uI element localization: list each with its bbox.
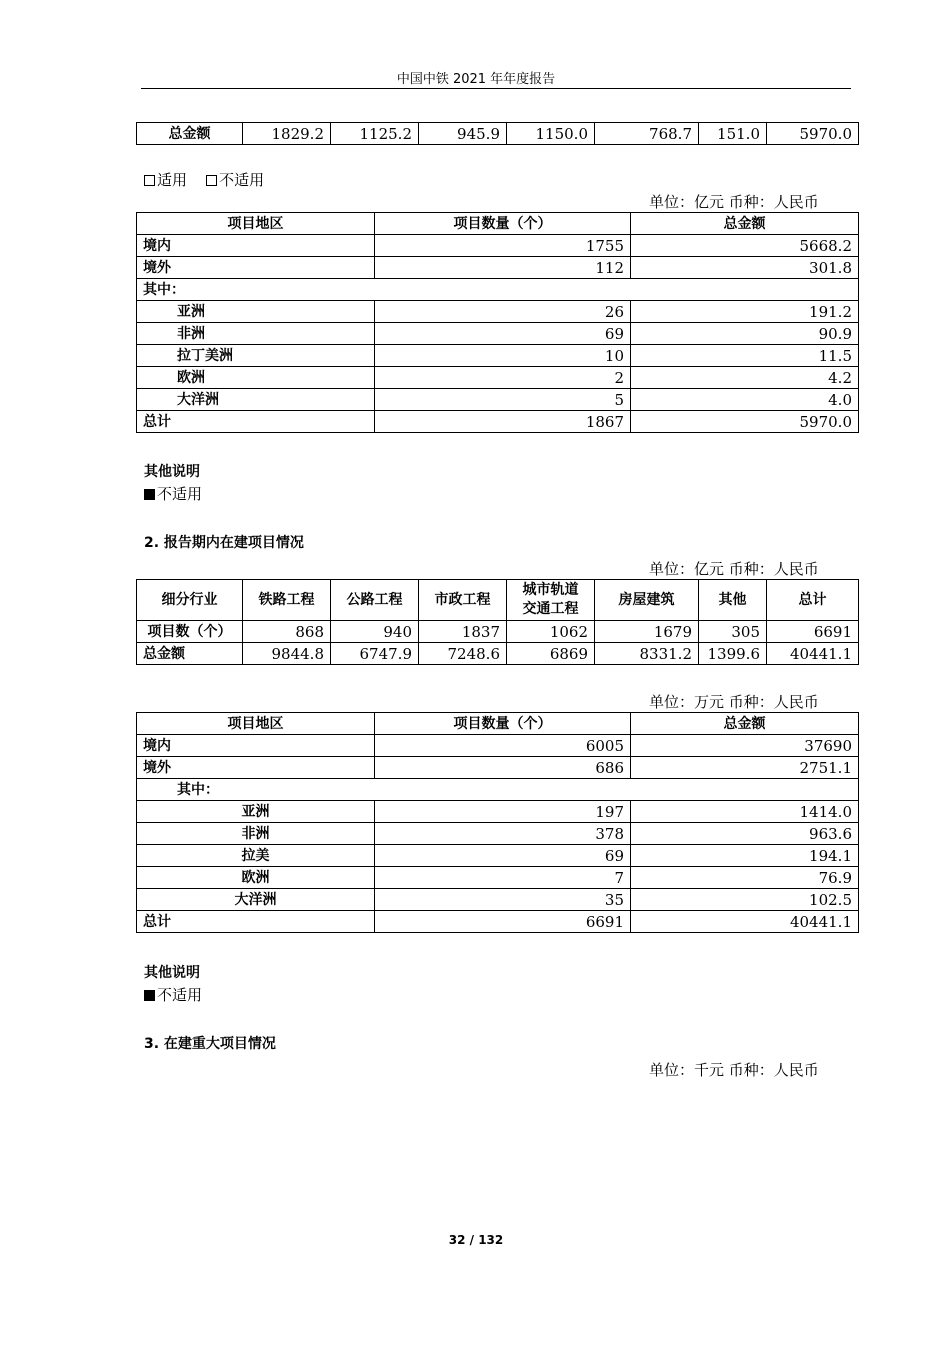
section3-unit: 单位：千元 币种：人民币 [649,1061,819,1079]
count-cell: 686 [375,757,631,779]
table-row [137,257,859,279]
table-total-row [137,911,859,933]
header-divider [141,88,851,89]
column-header: 铁路工程 [243,580,331,621]
value-cell: 5970.0 [767,123,859,145]
column-header: 总金额 [631,213,859,235]
table-row [137,345,859,367]
value-cell: 6747.9 [331,643,419,665]
region-cell: 境内 [137,735,375,757]
column-header: 项目地区 [137,213,375,235]
top-total-row-table [136,122,859,145]
value-cell: 9844.8 [243,643,331,665]
region-cell: 拉丁美洲 [137,345,375,367]
value-cell: 151.0 [699,123,767,145]
section2-unit: 单位：亿元 币种：人民币 [649,560,819,578]
region-cell: 欧洲 [137,367,375,389]
applicability-options [144,169,264,190]
count-cell: 7 [375,867,631,889]
value-cell: 1062 [507,621,595,643]
table-header-row [137,213,859,235]
amount-cell: 191.2 [631,301,859,323]
checked-box-icon [144,489,155,500]
value-cell: 768.7 [595,123,699,145]
region-cell: 欧洲 [137,867,375,889]
amount-cell: 90.9 [631,323,859,345]
value-cell: 945.9 [419,123,507,145]
note1-title: 其他说明 [144,464,200,480]
table-row [137,845,859,867]
count-cell: 1867 [375,411,631,433]
value-cell: 305 [699,621,767,643]
row-label: 总金额 [137,123,243,145]
subheader-cell: 其中： [137,279,859,301]
region-cell: 非洲 [137,323,375,345]
page-number: 32 / 132 [448,1233,504,1247]
table-header-row [137,580,859,621]
region-cell: 境外 [137,257,375,279]
amount-cell: 5668.2 [631,235,859,257]
count-cell: 6691 [375,911,631,933]
table1-region-summary [136,212,859,433]
section3-heading: 3. 在建重大项目情况 [144,1036,276,1052]
table-row [137,123,859,145]
count-cell: 26 [375,301,631,323]
region-cell: 拉美 [137,845,375,867]
report-header-title: 中国中铁 2021 年年度报告 [396,72,556,87]
count-cell: 5 [375,389,631,411]
note2-body [144,984,202,1005]
amount-cell: 102.5 [631,889,859,911]
header-line: 城市轨道 [522,582,579,598]
column-header: 市政工程 [419,580,507,621]
checked-box-icon [144,990,155,1001]
amount-cell: 963.6 [631,823,859,845]
note1-body [144,483,202,504]
option-applicable-label: 适用 [157,171,188,189]
amount-cell: 4.2 [631,367,859,389]
amount-cell: 1414.0 [631,801,859,823]
column-header: 房屋建筑 [595,580,699,621]
table-row [137,389,859,411]
checkbox-not-applicable[interactable] [206,175,217,186]
value-cell: 8331.2 [595,643,699,665]
region-cell: 境内 [137,235,375,257]
table-header-row [137,713,859,735]
option-not-applicable-label: 不适用 [219,171,265,189]
value-cell: 1829.2 [243,123,331,145]
note1-text: 不适用 [157,485,203,503]
value-cell: 6869 [507,643,595,665]
table-row [137,235,859,257]
region-cell: 亚洲 [137,801,375,823]
region-cell: 总计 [137,911,375,933]
amount-cell: 5970.0 [631,411,859,433]
amount-cell: 4.0 [631,389,859,411]
note2-text: 不适用 [157,986,203,1004]
amount-cell: 11.5 [631,345,859,367]
table-row [137,867,859,889]
subheader-cell: 其中： [137,779,859,801]
amount-cell: 2751.1 [631,757,859,779]
column-header: 总金额 [631,713,859,735]
column-header: 公路工程 [331,580,419,621]
value-cell: 1125.2 [331,123,419,145]
table-subheader-row [137,279,859,301]
table-row [137,367,859,389]
table-row [137,889,859,911]
table2-industry-breakdown [136,579,859,665]
value-cell: 40441.1 [767,643,859,665]
column-header: 项目数量（个） [375,713,631,735]
table-row [137,301,859,323]
amount-cell: 194.1 [631,845,859,867]
table-row [137,621,859,643]
amount-cell: 76.9 [631,867,859,889]
region-cell: 非洲 [137,823,375,845]
column-header-urban-rail [507,580,595,621]
header-line: 交通工程 [522,601,579,617]
table3-unit: 单位：万元 币种：人民币 [649,693,819,711]
table-row [137,757,859,779]
count-cell: 378 [375,823,631,845]
value-cell: 1837 [419,621,507,643]
column-header: 项目数量（个） [375,213,631,235]
note2-title: 其他说明 [144,965,200,981]
region-cell: 境外 [137,757,375,779]
count-cell: 6005 [375,735,631,757]
table-row [137,823,859,845]
value-cell: 1399.6 [699,643,767,665]
table-row [137,801,859,823]
table3-region-summary [136,712,859,933]
column-header: 项目地区 [137,713,375,735]
checkbox-applicable[interactable] [144,175,155,186]
row-label: 总金额 [137,643,243,665]
column-header: 其他 [699,580,767,621]
section2-heading: 2. 报告期内在建项目情况 [144,535,304,551]
amount-cell: 37690 [631,735,859,757]
value-cell: 7248.6 [419,643,507,665]
value-cell: 1150.0 [507,123,595,145]
region-cell: 总计 [137,411,375,433]
count-cell: 2 [375,367,631,389]
row-label: 项目数（个） [137,621,243,643]
value-cell: 6691 [767,621,859,643]
count-cell: 112 [375,257,631,279]
amount-cell: 301.8 [631,257,859,279]
value-cell: 940 [331,621,419,643]
count-cell: 197 [375,801,631,823]
count-cell: 10 [375,345,631,367]
amount-cell: 40441.1 [631,911,859,933]
column-header: 总计 [767,580,859,621]
table1-unit: 单位：亿元 币种：人民币 [649,193,819,211]
region-cell: 大洋洲 [137,889,375,911]
region-cell: 大洋洲 [137,389,375,411]
count-cell: 69 [375,323,631,345]
table-row [137,643,859,665]
table-row [137,323,859,345]
count-cell: 35 [375,889,631,911]
value-cell: 868 [243,621,331,643]
region-cell: 亚洲 [137,301,375,323]
count-cell: 1755 [375,235,631,257]
table-row [137,735,859,757]
value-cell: 1679 [595,621,699,643]
count-cell: 69 [375,845,631,867]
table-subheader-row [137,779,859,801]
column-header: 细分行业 [137,580,243,621]
table-total-row [137,411,859,433]
